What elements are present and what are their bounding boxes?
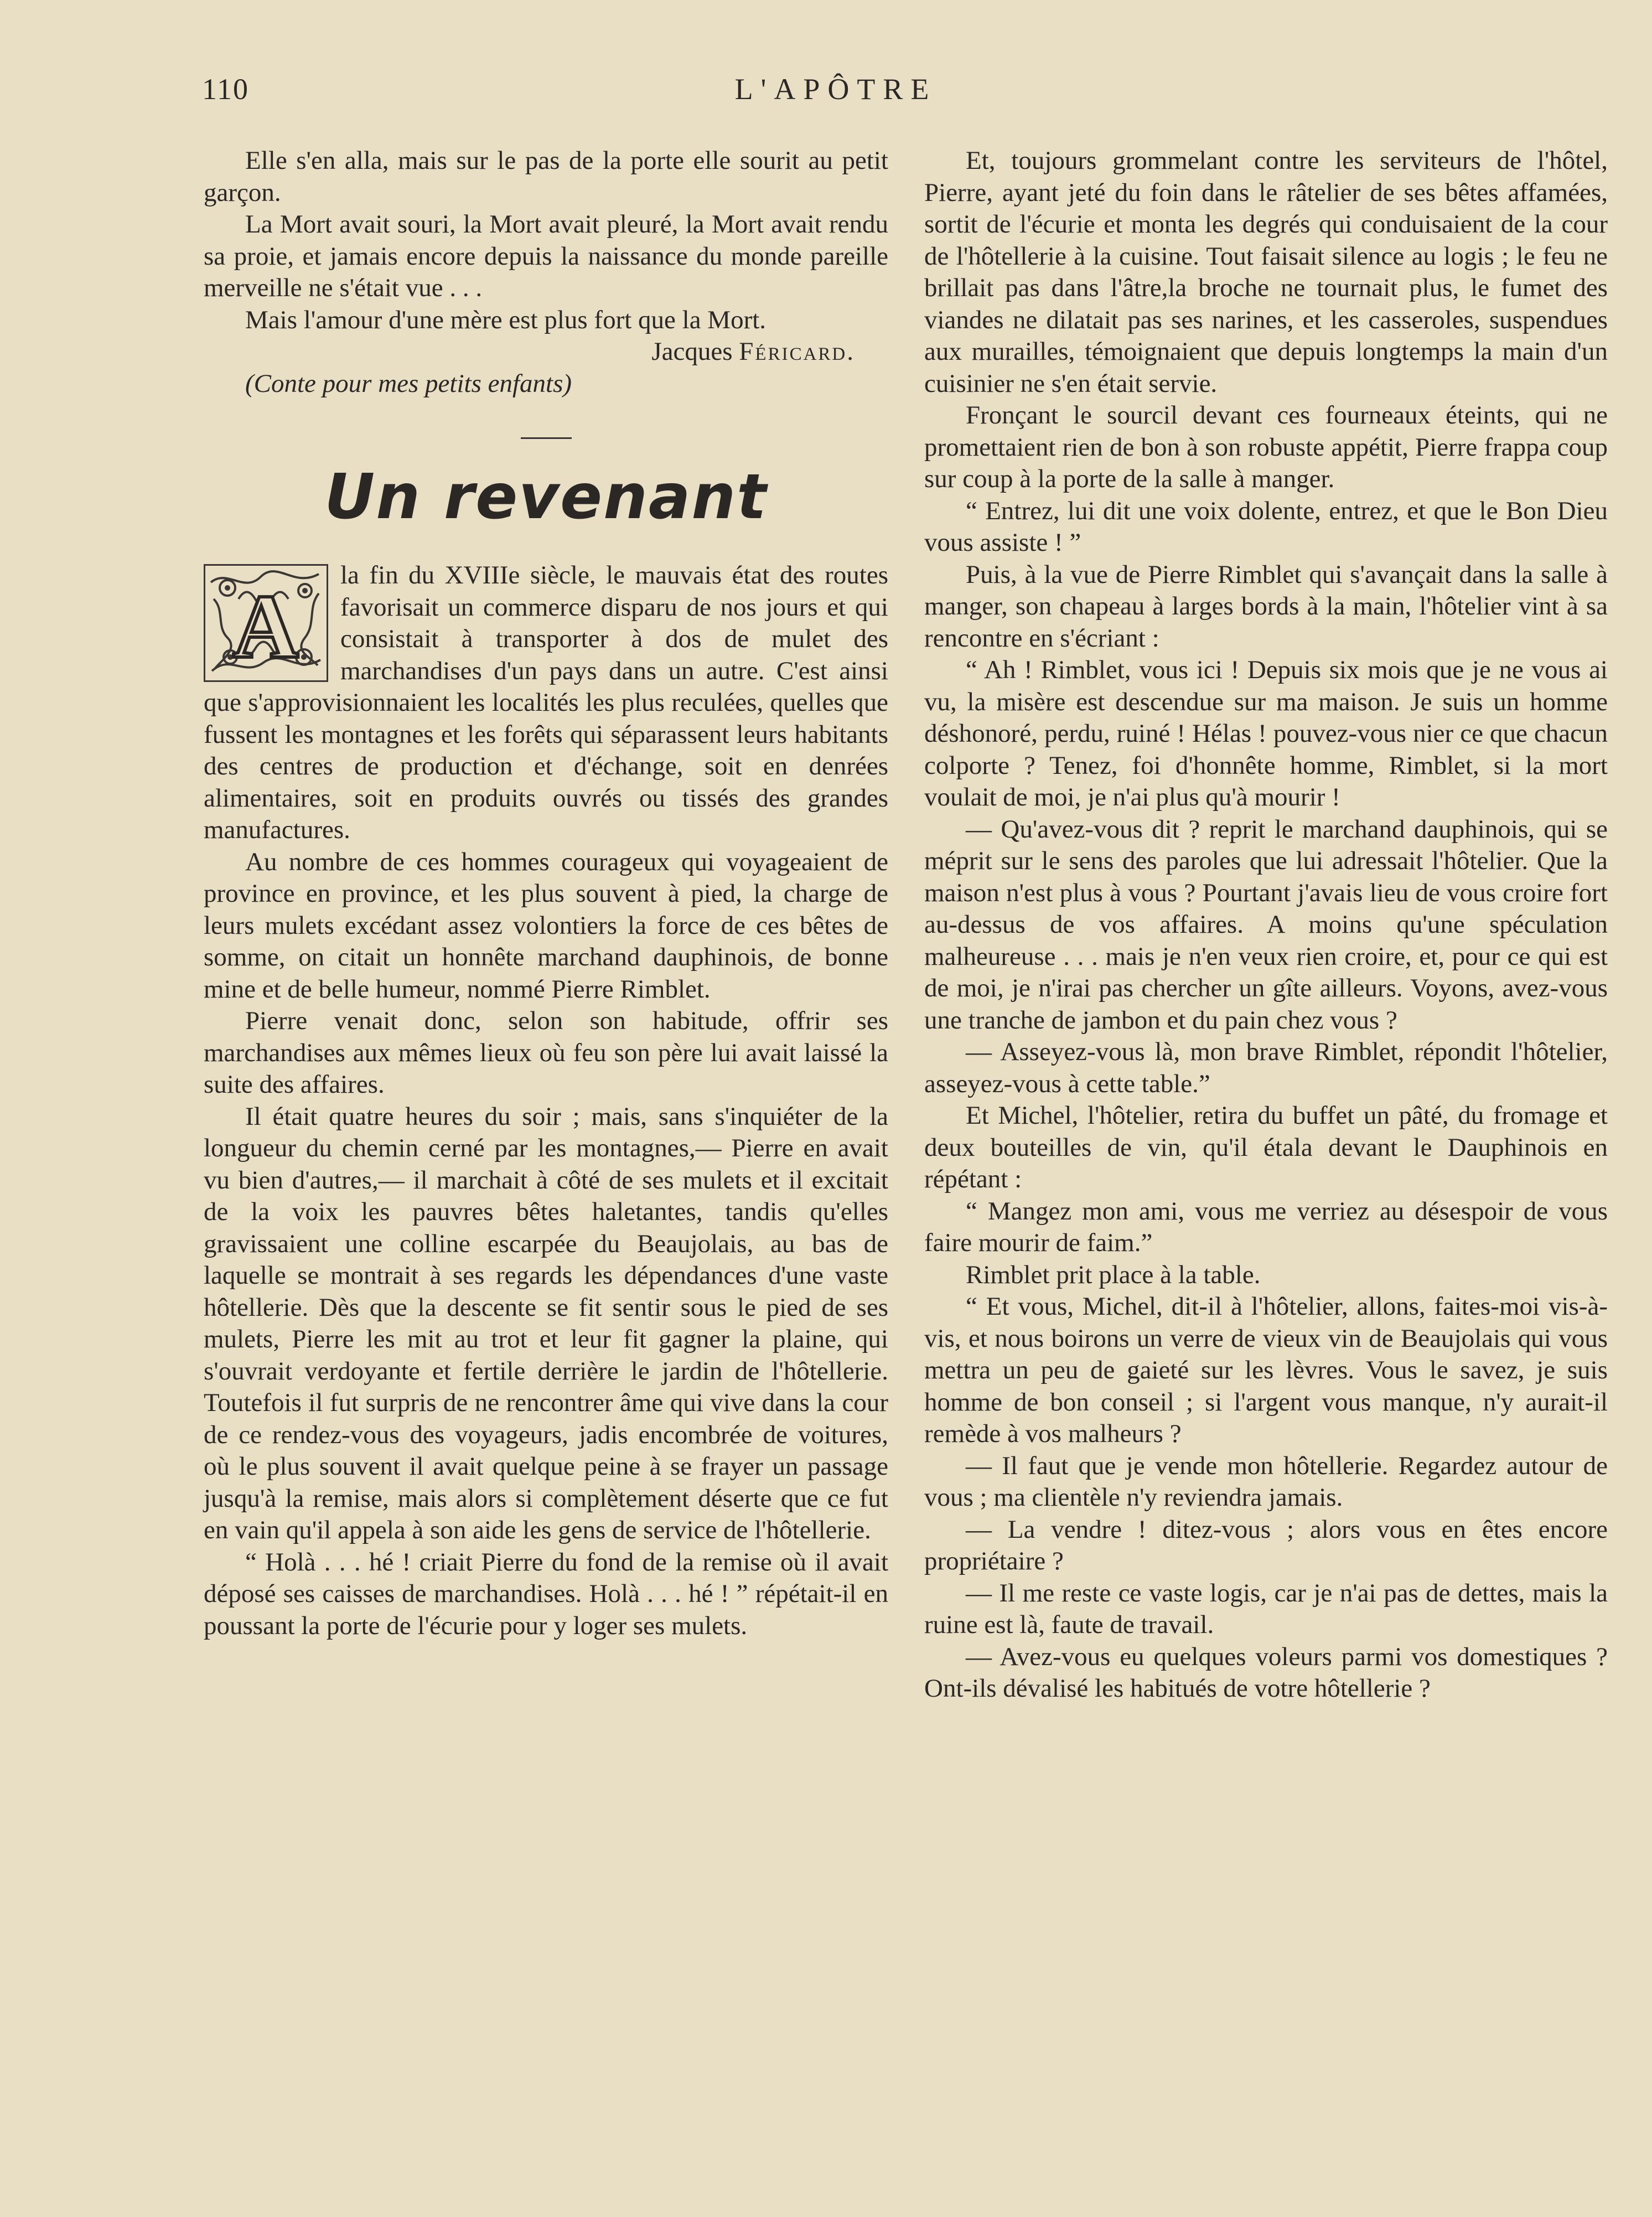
right-paragraph-10: Rimblet prit place à la table. xyxy=(966,1260,1261,1289)
right-paragraph-6: — Qu'avez-vous dit ? reprit le marchand dauphinois, qui se méprit sur le sens des paroles que lui adressait l'hôtelier. Que la maison n'est plus à vous ? Pourtant j'avais lieu de vous croire fort au-dessus de vos affaires. A moins qu'une spéculation malheureuse . . . mais je n'en veux rien croire, et, pour ce qui est de moi, je n'irai pas chercher un gîte ailleurs. Voyons, avez-vous une tranche de jambon et du pain chez vous ? xyxy=(924,814,1608,1035)
journal-title: L'APÔTRE xyxy=(734,73,937,106)
right-paragraph-14: — Il me reste ce vaste logis, car je n'ai pas de dettes, mais la ruine est là, faute de travail. xyxy=(924,1578,1608,1639)
body-paragraph-2: Pierre venait donc, selon son habitude, offrir ses marchandises aux mêmes lieux où feu son père lui avait laissé la suite des affaires. xyxy=(204,1006,888,1099)
right-paragraph-2: Fronçant le sourcil devant ces fourneaux éteints, qui ne promettaient rien de bon à son robuste appétit, Pierre frappa coup sur coup à la porte de la salle à manger. xyxy=(924,401,1608,493)
section-separator xyxy=(521,437,572,439)
right-paragraph-7: — Asseyez-vous là, mon brave Rimblet, répondit l'hôtelier, asseyez-vous à cette table.” xyxy=(924,1037,1608,1098)
intro-paragraph-1: Elle s'en alla, mais sur le pas de la porte elle sourit au petit garçon. xyxy=(204,146,888,207)
dropcap-ornament-icon xyxy=(205,566,327,680)
author-signature xyxy=(204,336,888,368)
intro-paragraph-3: Mais l'amour d'une mère est plus fort que la Mort. xyxy=(245,305,767,334)
right-paragraph-8: Et Michel, l'hôtelier, retira du buffet un pâté, du fromage et deux bouteilles de vin, qu'il étala devant le Dauphinois en répétant : xyxy=(924,1101,1608,1193)
right-paragraph-11: “ Et vous, Michel, dit-il à l'hôtelier, allons, faites-moi vis-à-vis, et nous boirons un verre de vieux vin de Beaujolais qui vous mettra un peu de gaieté sur les lèvres. Vous le savez, je suis homme de bon conseil ; si l'argent vous manque, n'y aurait-il remède à vos malheurs ? xyxy=(924,1292,1608,1448)
right-paragraph-4: Puis, à la vue de Pierre Rimblet qui s'avançait dans la salle à manger, son chapeau à larges bords à la main, l'hôtelier vint à sa rencontre en s'écriant : xyxy=(924,560,1608,653)
intro-paragraph-2: La Mort avait souri, la Mort avait pleuré, la Mort avait rendu sa proie, et jamais encore depuis la naissance du monde pareille merveille ne s'était vue . . . xyxy=(204,210,888,302)
author-last-name: Féricard. xyxy=(739,337,855,366)
right-paragraph-1: Et, toujours grommelant contre les serviteurs de l'hôtel, Pierre, ayant jeté du foin dans le râtelier de ses bêtes affamées, sortit de l'écurie et monta les degrés qui conduisaient de la cour de l'hôtellerie à la cuisine. Tout faisait silence au logis ; le feu ne brillait pas dans l'âtre,la broche ne tournait plus, le fumet des viandes ne dilatait pas ses narines, et les casseroles, suspendues aux murailles, témoignaient que depuis longtemps la main d'un cuisinier ne s'en était servie. xyxy=(924,146,1608,398)
right-paragraph-5: “ Ah ! Rimblet, vous ici ! Depuis six mois que je ne vous ai vu, la misère est descendue sur ma maison. Je suis un homme déshonoré, perdu, ruiné ! Hélas ! pouvez-vous nier ce que chacun colporte ? Tenez, foi d'honnête homme, Rimblet, si la mort voulait de moi, je n'ai plus qu'à mourir ! xyxy=(924,655,1608,812)
right-paragraph-9: “ Mangez mon ami, vous me verriez au désespoir de vous faire mourir de faim.” xyxy=(924,1196,1608,1257)
ornamental-dropcap xyxy=(204,564,328,682)
author-first-name: Jacques xyxy=(651,337,733,366)
body-paragraph-1: Au nombre de ces hommes courageux qui voyageaient de province en province, et les plus souvent à pied, la charge de leurs mulets excédant assez volontiers la force de ces bêtes de somme, on citait un honnête marchand dauphinois, de bonne mine et de belle humeur, nommé Pierre Rimblet. xyxy=(204,847,888,1004)
story-note: (Conte pour mes petits enfants) xyxy=(245,369,572,398)
dropcap-letter: A xyxy=(232,576,299,677)
left-column xyxy=(204,145,888,1642)
page-number: 110 xyxy=(202,73,249,106)
first-paragraph-text: la fin du XVIIIe siècle, le mauvais état des routes favorisait un commerce disparu de nos jours et qui consistait à transporter à dos de mulet des marchandises d'un pays dans un autre. C'est ainsi que s'approvisionnaient les localités les plus reculées, quelles que fussent les montagnes et les forêts qui séparassent leurs habitants des centres de production et d'échange, soit en denrées alimentaires, soit en produits ouvrés ou tissés des grandes manufactures. xyxy=(204,561,888,844)
right-paragraph-13: — La vendre ! ditez-vous ; alors vous en êtes encore propriétaire ? xyxy=(924,1515,1608,1575)
article-title: Un revenant xyxy=(324,461,768,533)
article-first-paragraph xyxy=(204,560,888,846)
right-column xyxy=(924,145,1608,1705)
body-paragraph-3: Il était quatre heures du soir ; mais, sans s'inquiéter de la longueur du chemin cerné par les montagnes,— Pierre en avait vu bien d'autres,— il marchait à côté de ses mulets et il excitait de la voix les pauvres bêtes haletantes, tandis qu'elles gravissaient une colline escarpée du Beaujolais, au bas de laquelle se montrait à ses regards les dépendances d'une vaste hôtellerie. Dès que la descente se fit sentir sous le pied de ses mulets, Pierre les mit au trot et leur fit gagner la plaine, qui s'ouvrait verdoyante et fertile derrière le jardin de l'hôtellerie. Toutefois il fut surpris de ne rencontrer âme qui vive dans la cour de ce rendez-vous des voyageurs, jadis encombrée de voitures, où le plus souvent il avait quelque peine à se frayer un passage jusqu'à la remise, mais alors si complètement déserte que ce fut en vain qu'il appela à son aide les gens de service de l'hôtellerie. xyxy=(204,1102,888,1544)
body-paragraph-4: “ Holà . . . hé ! criait Pierre du fond de la remise où il avait déposé ses caisses de marchandises. Holà . . . hé ! ” répétait-il en poussant la porte de l'écurie pour y loger ses mulets. xyxy=(204,1547,888,1640)
right-paragraph-12: — Il faut que je vende mon hôtellerie. Regardez autour de vous ; ma clientèle n'y reviendra jamais. xyxy=(924,1451,1608,1512)
right-paragraph-15: — Avez-vous eu quelques voleurs parmi vos domestiques ? Ont-ils dévalisé les habitués de votre hôtellerie ? xyxy=(924,1642,1608,1703)
page-header xyxy=(202,72,1469,116)
right-paragraph-3: “ Entrez, lui dit une voix dolente, entrez, et que le Bon Dieu vous assiste ! ” xyxy=(924,496,1608,557)
